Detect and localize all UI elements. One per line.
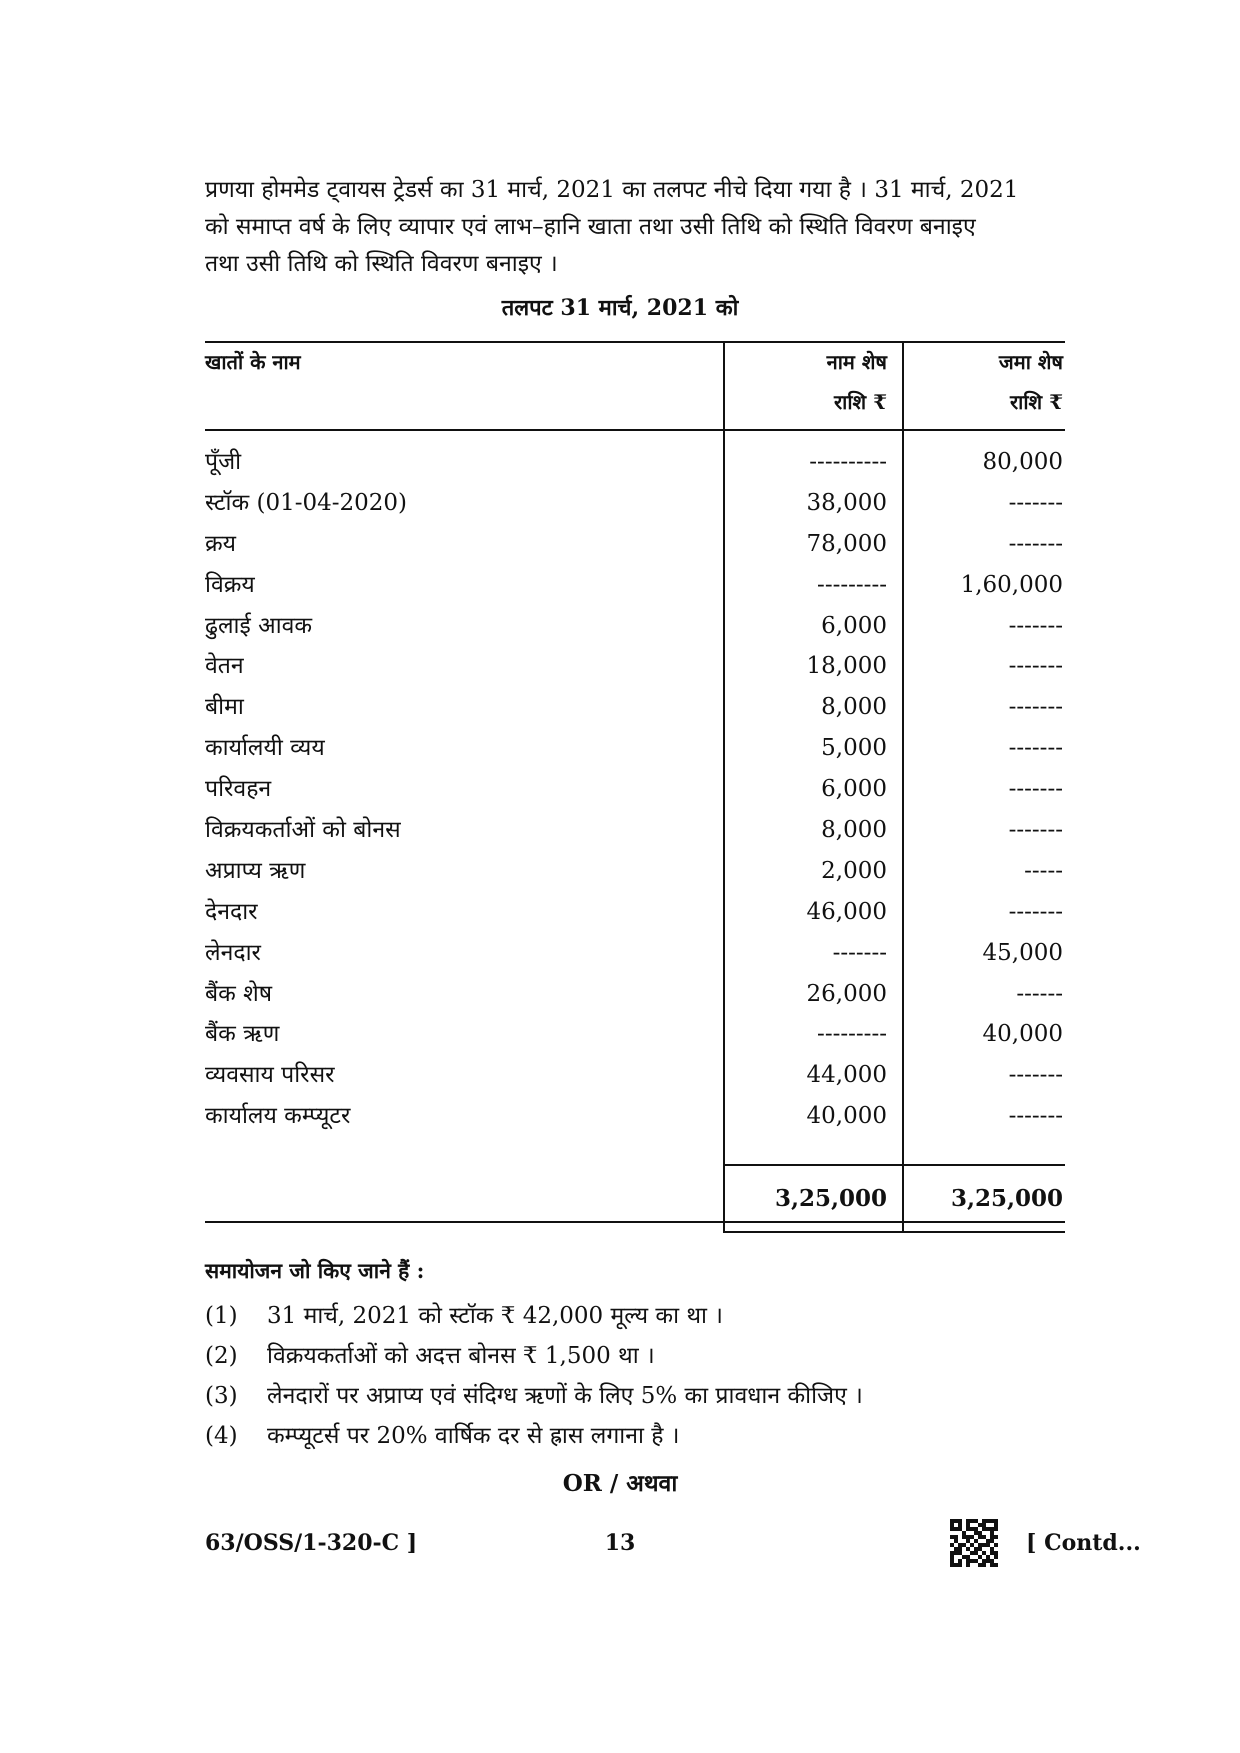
debit-amount: 44,000	[806, 1062, 887, 1089]
debit-amount: 46,000	[806, 898, 887, 925]
adjustment-item	[205, 1296, 1085, 1336]
trial-balance-title: तलपट 31 मार्च, 2021 को	[501, 295, 739, 321]
credit-amount: -------	[1008, 653, 1063, 680]
table-row	[205, 483, 1065, 524]
table-row	[205, 606, 1065, 647]
table-row	[205, 769, 1065, 810]
table-row	[205, 810, 1065, 851]
credit-amount: -------	[1008, 612, 1063, 639]
or-separator: OR / अथवा	[562, 1470, 678, 1497]
header-bottom-rule	[205, 429, 1065, 431]
adjustments-list	[205, 1296, 1085, 1456]
debit-amount: 5,000	[821, 735, 887, 762]
debit-amount: 6,000	[821, 612, 887, 639]
intro-line-2: को समाप्त वर्ष के लिए व्यापार एवं लाभ–हानि खाता तथा उसी तिथि को स्थिति विवरण बनाइए	[205, 214, 976, 240]
credit-amount: -------	[1008, 1103, 1063, 1130]
account-name: बैंक ऋण	[205, 1021, 280, 1048]
table-row	[205, 851, 1065, 892]
header-debit-line1: नाम शेष	[826, 350, 887, 374]
adjustments-title: समायोजन जो किए जाने हैं :	[205, 1258, 425, 1283]
table-row	[205, 933, 1065, 974]
account-name: क्रय	[205, 530, 237, 557]
credit-amount: 40,000	[982, 1021, 1063, 1048]
debit-amount: 78,000	[806, 530, 887, 557]
credit-amount: -------	[1008, 1062, 1063, 1089]
adjustment-item	[205, 1336, 1085, 1376]
header-debit-line2: राशि ₹	[833, 390, 887, 414]
debit-amount: 8,000	[821, 817, 887, 844]
page-number: 13	[604, 1530, 636, 1556]
header-credit-line1: जमा शेष	[998, 350, 1063, 374]
debit-amount: 38,000	[806, 489, 887, 516]
debit-amount: -------	[832, 939, 887, 966]
trial-balance-table	[205, 341, 1065, 1231]
credit-amount: 80,000	[982, 449, 1063, 475]
intro-line-3: तथा उसी तिथि को स्थिति विवरण बनाइए ।	[205, 251, 558, 277]
table-row	[205, 442, 1065, 483]
account-name: परिवहन	[205, 776, 272, 803]
debit-amount: ---------	[817, 571, 887, 598]
debit-amount: 26,000	[806, 980, 887, 1007]
adjustment-number: (1)	[205, 1303, 238, 1329]
credit-amount: 1,60,000	[960, 571, 1063, 598]
account-name: व्यवसाय परिसर	[205, 1062, 335, 1089]
table-row	[205, 687, 1065, 728]
credit-amount: -----	[1024, 857, 1063, 884]
debit-amount: 6,000	[821, 776, 887, 803]
table-row	[205, 1096, 1065, 1137]
credit-amount: -------	[1008, 694, 1063, 721]
debit-amount: 8,000	[821, 694, 887, 721]
continued-label: [ Contd...	[1026, 1530, 1141, 1556]
account-name: अप्राप्य ऋण	[205, 857, 306, 884]
table-row	[205, 728, 1065, 769]
table-bottom-rule	[205, 1221, 1065, 1223]
total-credit: 3,25,000	[950, 1185, 1063, 1212]
account-name: लेनदार	[205, 939, 261, 966]
account-name: विक्रय	[205, 571, 255, 598]
account-name: स्टॉक (01-04-2020)	[205, 489, 408, 516]
qr-code-icon	[950, 1519, 998, 1567]
question-intro	[205, 172, 1065, 283]
credit-amount: 45,000	[982, 939, 1063, 966]
paper-code: 63/OSS/1-320-C ]	[205, 1530, 418, 1556]
adjustment-number: (4)	[205, 1423, 238, 1449]
table-row	[205, 1014, 1065, 1055]
account-name: वेतन	[205, 653, 244, 680]
account-name: बैंक शेष	[205, 980, 273, 1007]
account-name: कार्यालय कम्प्यूटर	[205, 1103, 351, 1130]
credit-amount: -------	[1008, 817, 1063, 844]
adjustment-text: लेनदारों पर अप्राप्य एवं संदिग्ध ऋणों के लिए 5% का प्रावधान कीजिए ।	[267, 1383, 863, 1409]
debit-amount: ----------	[809, 449, 887, 475]
debit-amount: 40,000	[806, 1103, 887, 1130]
account-name: ढुलाई आवक	[205, 612, 313, 639]
credit-amount: ------	[1016, 980, 1063, 1007]
debit-amount: 2,000	[821, 857, 887, 884]
header-account-name: खातों के नाम	[205, 350, 301, 374]
account-name: देनदार	[205, 898, 258, 925]
adjustment-text: विक्रयकर्ताओं को अदत्त बोनस ₹ 1,500 था ।	[267, 1343, 655, 1369]
table-row	[205, 565, 1065, 606]
total-top-rule	[724, 1164, 1065, 1166]
table-top-rule	[205, 341, 1065, 343]
credit-amount: -------	[1008, 530, 1063, 557]
table-body	[205, 442, 1065, 1137]
table-row	[205, 1055, 1065, 1096]
total-debit: 3,25,000	[774, 1185, 887, 1212]
adjustment-number: (2)	[205, 1343, 238, 1369]
adjustment-item	[205, 1416, 1085, 1456]
table-row	[205, 524, 1065, 565]
credit-amount: -------	[1008, 735, 1063, 762]
credit-amount: -------	[1008, 776, 1063, 803]
adjustment-item	[205, 1376, 1085, 1416]
adjustment-text: कम्प्यूटर्स पर 20% वार्षिक दर से ह्रास लगाना है ।	[267, 1423, 680, 1449]
account-name: विक्रयकर्ताओं को बोनस	[205, 817, 401, 844]
table-row	[205, 892, 1065, 933]
account-name: कार्यालयी व्यय	[205, 735, 325, 762]
account-name: पूँजी	[205, 449, 242, 475]
table-row	[205, 974, 1065, 1015]
table-row	[205, 646, 1065, 687]
header-credit-line2: राशि ₹	[1009, 390, 1063, 414]
credit-amount: -------	[1008, 898, 1063, 925]
intro-line-1: प्रणया होममेड ट्वायस ट्रेडर्स का 31 मार्च, 2021 का तलपट नीचे दिया गया है । 31 मार्च, 2021	[205, 177, 1019, 203]
table-double-rule	[724, 1231, 1065, 1233]
adjustment-number: (3)	[205, 1383, 238, 1409]
debit-amount: ---------	[817, 1021, 887, 1048]
adjustment-text: 31 मार्च, 2021 को स्टॉक ₹ 42,000 मूल्य का था ।	[267, 1303, 724, 1329]
credit-amount: -------	[1008, 489, 1063, 516]
account-name: बीमा	[205, 694, 244, 721]
debit-amount: 18,000	[806, 653, 887, 680]
